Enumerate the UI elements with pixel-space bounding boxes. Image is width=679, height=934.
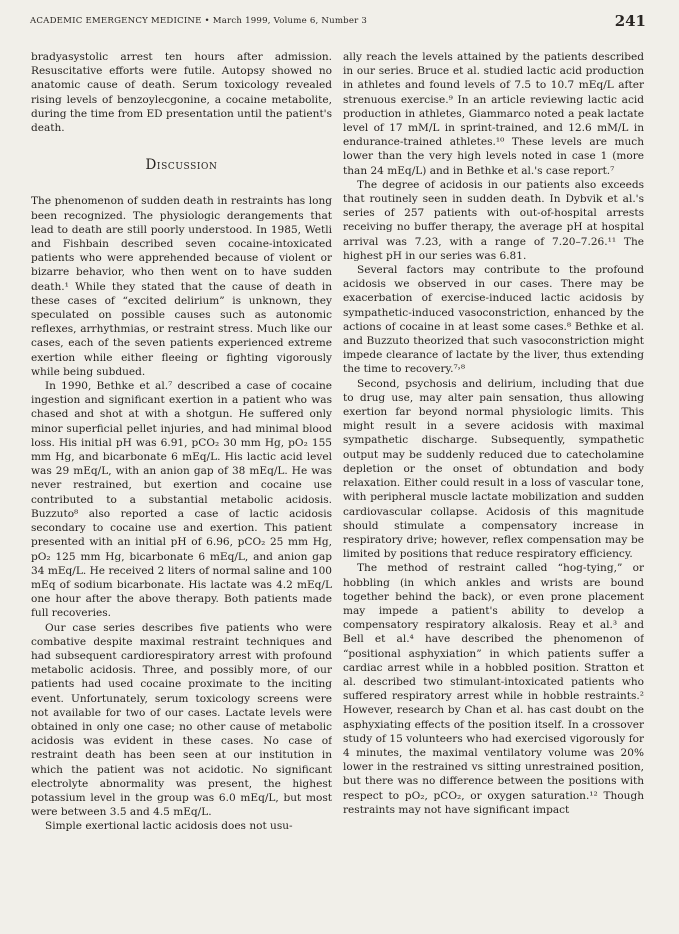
paragraph: Simple exertional lactic acidosis does not usu- [45, 820, 293, 833]
paragraph: The phenomenon of sudden death in restraints has long been recognized. The physiologic derangements that lead to death are still poorly understood. In 1985, Wetli and Fishbain described seven cocaine-intoxicated patients who were apprehended because of violent or bizarre behavior, who then went on to have sudden death.¹ While they stated that the cause of death in these cases of “excited delirium” is unknown, they speculated on possible causes such as autonomic reflexes, arrhythmias, or restraint stress. Much like our cases, each of the seven patients experienced extreme exertion while either fleeing or fighting vigorously while being subdued. [31, 195, 332, 378]
paragraph: In 1990, Bethke et al.⁷ described a case of cocaine ingestion and significant exertion in a patient who was chased and shot at with a shotgun. He suffered only minor superficial pellet injuries, and had minimal blood loss. His initial pH was 6.91, pCO₂ 30 mm Hg, pO₂ 155 mm Hg, and bicarbonate 6 mEq/L. His lactic acid level was 29 mEq/L, with an anion gap of 38 mEq/L. He was never restrained, but exertion and cocaine use contributed to a substantial metabolic acidosis. Buzzuto⁸ also reported a case of lactic acidosis secondary to cocaine use and exertion. This patient presented with an initial pH of 6.96, pCO₂ 25 mm Hg, pO₂ 125 mm Hg, bicarbonate 6 mEq/L, and anion gap 34 mEq/L. He received 2 liters of normal saline and 100 mEq of sodium bicarbonate. His lactate was 4.2 mEq/L one hour after the above therapy. Both patients made full recoveries. [31, 380, 332, 620]
paragraph: Several factors may contribute to the profound acidosis we observed in our cases. There may be exacerbation of exercise-induced lactic acidosis by sympathetic-induced vasoconstriction, enhanced by the actions of cocaine in at least some cases.⁸ Bethke et al. and Buzzuto theorized that such vasoconstriction might impede clearance of lactate by the liver, thus extending the time to recovery.⁷˒⁸ [343, 264, 644, 376]
paragraph: The method of restraint called “hog-tying,” or hobbling (in which ankles and wrists are bound together behind the back), or even prone placement may impede a patient's ability to develop a compensatory respiratory alkalosis. Reay et al.³ and Bell et al.⁴ have described the phenomenon of “positional asphyxiation” in which patients suffer a cardiac arrest while in a hobbled position. Stratton et al. described two stimulant-intoxicated patients who suffered respiratory arrest while in hobble restraints.² However, research by Chan et al. has cast doubt on the asphyxiating effects of the position itself. In a crossover study of 15 volunteers who had exercised vigorously for 4 minutes, the maximal ventilatory volume was 20% lower in the restrained vs sitting unrestrained position, but there was no difference between the positions with respect to pO₂, pCO₂, or oxygen saturation.¹² Though restraints may not have significant impact [343, 562, 644, 816]
paragraph: bradyasystolic arrest ten hours after admission. Resuscitative efforts were futile. Autopsy showed no anatomic cause of death. Serum toxicology revealed rising levels of benzoylecgonine, a cocaine metabolite, during the time from ED presentation until the patient's death. [31, 51, 332, 135]
right-column [343, 50, 644, 926]
paragraph: ally reach the levels attained by the patients described in our series. Bruce et al. studied lactic acid production in athletes and found levels of 7.5 to 10.7 mEq/L after strenuous exercise.⁹ In an article reviewing lactic acid production in athletes, Giammarco noted a peak lactate level of 17 mM/L in sprint-trained, and 12.6 mM/L in endurance-trained athletes.¹⁰ These levels are much lower than the very high levels noted in case 1 (more than 24 mEq/L) and in Bethke et al.'s case report.⁷ [343, 51, 644, 177]
paragraph: Second, psychosis and delirium, including that due to drug use, may alter pain sensation, thus allowing exertion far beyond normal physiologic limits. This might result in a severe acidosis with maximal sympathetic discharge. Subsequently, sympathetic output may be suddenly reduced due to catecholamine depletion or the onset of obtundation and body relaxation. Either could result in a loss of vascular tone, with peripheral muscle lactate mobilization and sudden cardiovascular collapse. Acidosis of this magnitude should stimulate a compensatory increase in respiratory drive; however, reflex compensation may be limited by positions that reduce respiratory efficiency. [343, 377, 644, 561]
page-number: 241 [614, 12, 646, 30]
running-header [30, 10, 646, 32]
paragraph: The degree of acidosis in our patients also exceeds that routinely seen in sudden death. In Dybvik et al.'s series of 257 patients with out-of-hospital arrests receiving no buffer therapy, the average pH at hospital arrival was 7.23, with a range of 7.20–7.26.¹¹ The highest pH in our series was 6.81. [343, 178, 644, 262]
paragraph: Our case series describes five patients who were combative despite maximal restraint techniques and had subsequent cardiorespiratory arrest with profound metabolic acidosis. Three, and possibly more, of our patients had used cocaine proximate to the inciting event. Unfortunately, serum toxicology screens were not available for two of our cases. Lactate levels were obtained in only one case; no other cause of metabolic acidosis was evident in these cases. No case of restraint death has been seen at our institution in which the patient was not acidotic. No significant electrolyte abnormality was present, the highest potassium level in the group was 6.0 mEq/L, but most were between 3.5 and 4.5 mEq/L. [31, 621, 332, 819]
left-column [31, 50, 332, 926]
section-heading: Discussion [145, 157, 218, 174]
journal-citation: ACADEMIC EMERGENCY MEDICINE • March 1999, Volume 6, Number 3 [30, 16, 368, 26]
